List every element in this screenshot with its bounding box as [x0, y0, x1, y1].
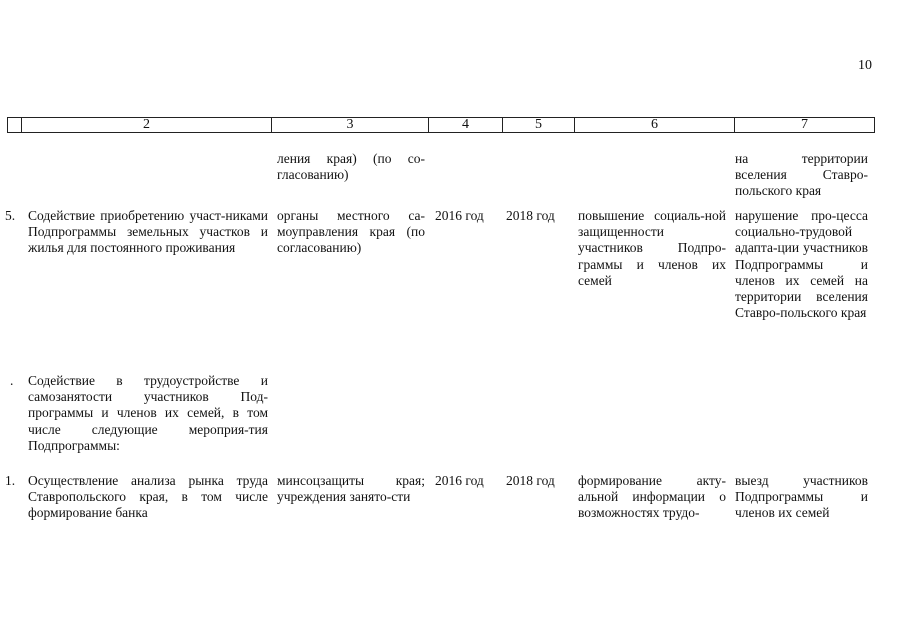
row-1-col2: Содействие приобретению участ-никами Подпрограммы земельных участков и жилья для постоянного проживания — [28, 208, 268, 256]
row-3-col3: минсоцзащиты края; учреждения занято-сти — [277, 473, 425, 505]
row-0-col3: ления края) (по со-гласованию) — [277, 151, 425, 183]
row-1-col4: 2016 год — [435, 208, 484, 223]
table-header-row — [7, 117, 875, 133]
page-number: 10 — [858, 58, 872, 73]
header-cell-col6: 6 — [575, 118, 735, 132]
row-1-col3: органы местного са-моуправления края (по согласованию) — [277, 208, 425, 256]
header-cell-col5: 5 — [503, 118, 575, 132]
row-1-col6: повышение социаль-ной защищенности участников Подпро-граммы и членов их семей — [578, 208, 726, 288]
header-cell-col2: 2 — [22, 118, 272, 132]
row-1-col5: 2018 год — [506, 208, 555, 223]
row-3-col4: 2016 год — [435, 473, 484, 488]
header-cell-col3: 3 — [272, 118, 429, 132]
row-3-col7: выезд участников Подпрограммы и членов их семей — [735, 473, 868, 521]
row-0-col7: на территории вселения Ставро-польского края — [735, 151, 868, 199]
header-cell-blank — [8, 118, 22, 132]
row-3-col2: Осуществление анализа рынка труда Ставропольского края, в том числе формирование банка — [28, 473, 268, 521]
row-3-number: 1. — [5, 473, 16, 488]
row-3-col5: 2018 год — [506, 473, 555, 488]
header-cell-col7: 7 — [801, 117, 808, 132]
row-2-col2: Содействие в трудоустройстве и самозанятости участников Под-программы и членов их семей, в том числе следующие мероприя-тия Подпрограммы: — [28, 373, 268, 453]
row-1-col7: нарушение про-цесса социально-трудовой адапта-ции участников Подпрограммы и членов их семей на территории вселения Ставро-польского края — [735, 208, 868, 321]
row-2-number: . — [10, 373, 14, 388]
row-3-col6: формирование акту-альной информации о возможностях трудо- — [578, 473, 726, 521]
header-cell-col4: 4 — [429, 118, 503, 132]
row-1-number: 5. — [5, 208, 16, 223]
